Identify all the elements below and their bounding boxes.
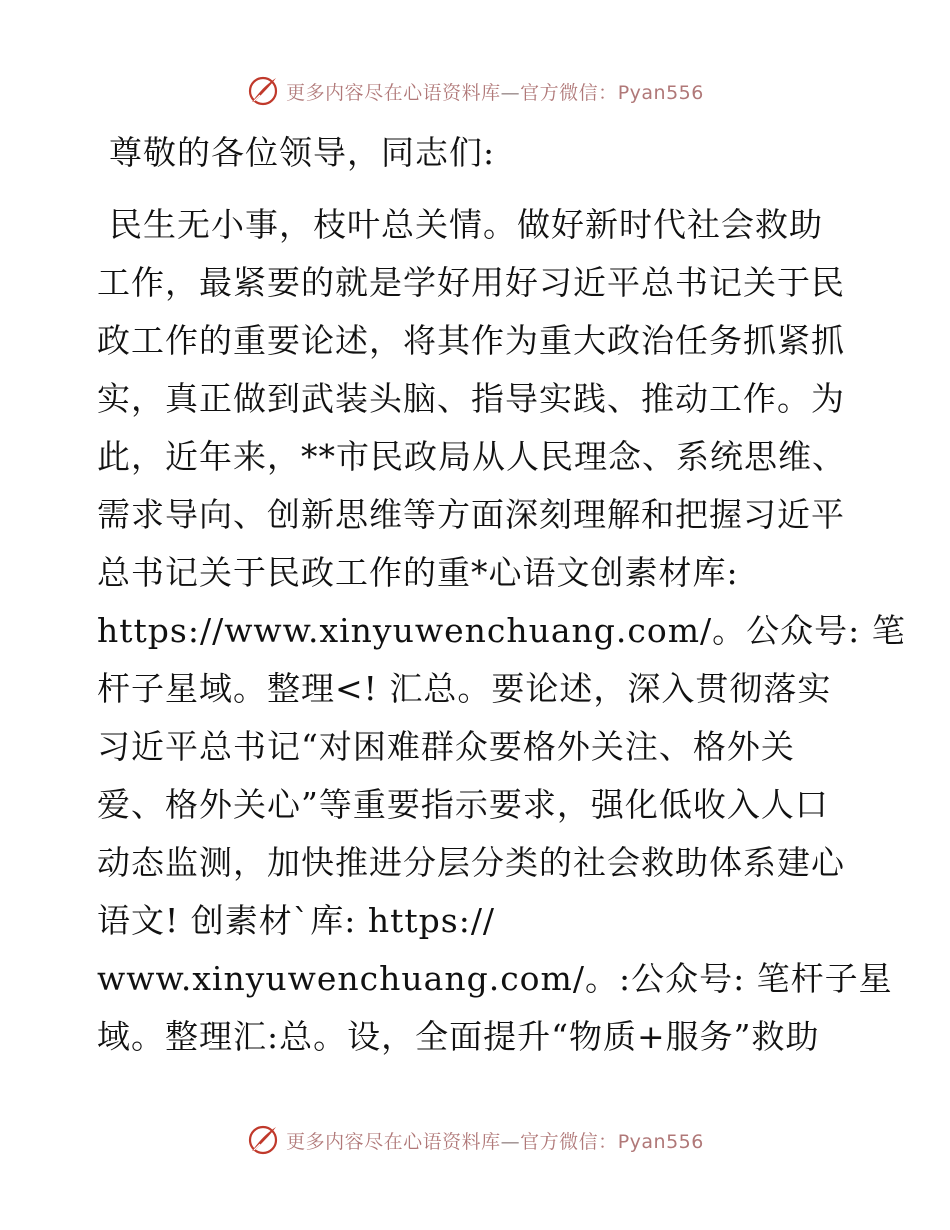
body-line: 习近平总书记“对困难群众要格外关注、格外关: [97, 727, 795, 766]
quill-pen-logo-icon: [246, 74, 280, 108]
body-line: 此，近年来，**市民政局从人民理念、系统思维、: [97, 437, 846, 476]
body-line: 爱、格外关心”等重要指示要求，强化低收入人口: [97, 785, 829, 824]
paragraph-gap: [97, 182, 857, 196]
body-line: 语文! 创素材`库: https://: [97, 901, 496, 940]
document-body: [97, 124, 906, 1066]
body-line: 实，真正做到武装头脑、指导实践、推动工作。为: [97, 379, 845, 418]
salutation: 尊敬的各位领导，同志们:: [109, 133, 496, 172]
banner-separator: —: [500, 1130, 521, 1153]
body-line: 民生无小事，枝叶总关情。做好新时代社会救助: [109, 205, 823, 244]
banner-main-text: 更多内容尽在心语资料库: [286, 81, 501, 104]
body-line: 工作，最紧要的就是学好用好习近平总书记关于民: [97, 263, 845, 302]
body-line: 杆子星域。整理<! 汇总。要论述，深入贯彻落实: [97, 669, 832, 708]
banner-contact-label: 官方微信：: [520, 81, 618, 104]
body-line: 动态监测，加快推进分层分类的社会救助体系建心: [97, 843, 845, 882]
banner-contact-id: Pyan556: [617, 81, 704, 104]
body-line: https://www.xinyuwenchuang.com/。公众号: 笔: [97, 611, 906, 650]
banner-main-text: 更多内容尽在心语资料库: [286, 1130, 501, 1153]
footer-banner: [0, 1120, 950, 1160]
quill-pen-logo-icon: [246, 1123, 280, 1157]
banner-contact-label: 官方微信：: [520, 1130, 618, 1153]
banner-separator: —: [500, 81, 521, 104]
banner-contact-id: Pyan556: [617, 1130, 704, 1153]
body-line: 政工作的重要论述，将其作为重大政治任务抓紧抓: [97, 321, 845, 360]
body-line: www.xinyuwenchuang.com/。:公众号: 笔杆子星: [97, 959, 893, 998]
body-line: 总书记关于民政工作的重*心语文创素材库:: [97, 553, 739, 592]
header-banner: [0, 71, 950, 111]
banner-text: [286, 1127, 704, 1154]
body-line: 需求导向、创新思维等方面深刻理解和把握习近平: [97, 495, 845, 534]
body-line: 域。整理汇:总。设，全面提升“物质+服务”救助: [97, 1017, 820, 1056]
banner-text: [286, 78, 704, 105]
